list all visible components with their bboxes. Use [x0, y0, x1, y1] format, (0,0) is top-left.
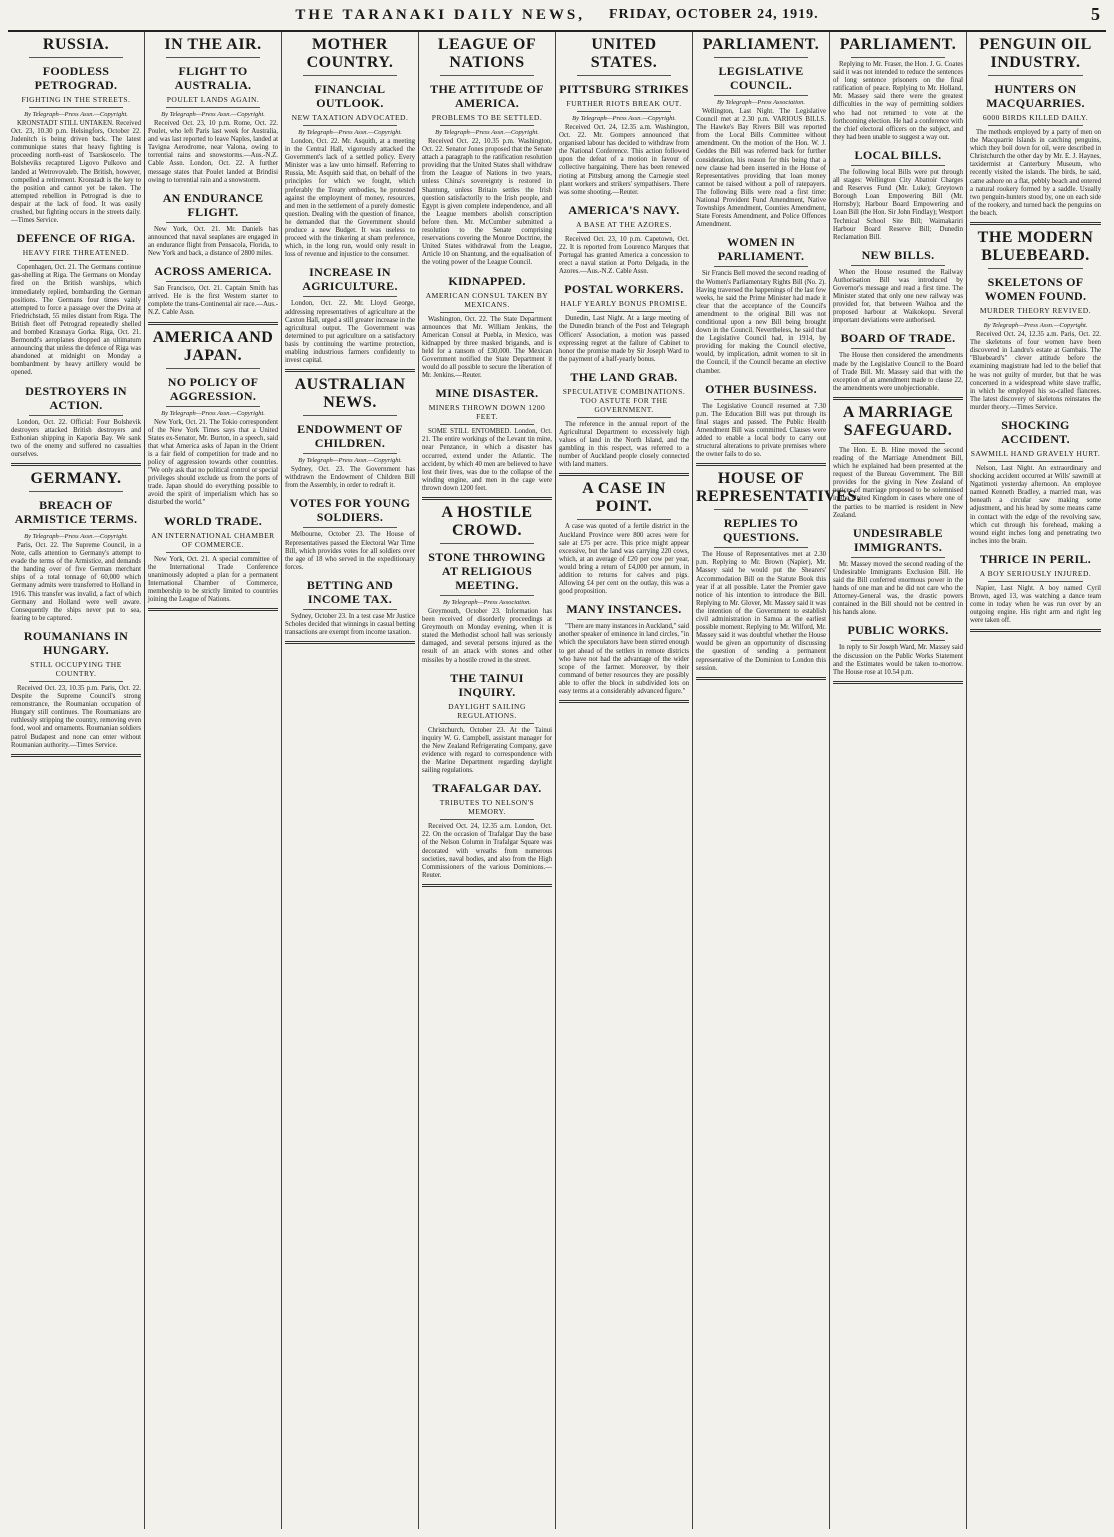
article-headline: BREACH OF ARMISTICE TERMS. — [14, 498, 138, 526]
divider — [851, 557, 945, 558]
article-subheadline: 6000 BIRDS KILLED DAILY. — [982, 113, 1089, 122]
divider — [988, 75, 1083, 76]
paper-title: THE TARANAKI DAILY NEWS, — [295, 6, 585, 23]
article-headline: INCREASE IN AGRICULTURE. — [302, 265, 398, 294]
section-divider — [559, 700, 689, 703]
article-byline: By Telegraph—Press Assn.—Copyright. — [983, 322, 1088, 330]
divider — [166, 107, 260, 108]
article-body: Dunedin, Last Night. At a large meeting of the Dunedin branch of the Post and Telegraph Officers' Association, a motion was passed expressing regret at the failure of Cabinet to honor the promise made by Sir Joseph Ward to the payment of a half-yearly bonus. — [559, 315, 689, 363]
section-divider — [285, 369, 415, 372]
divider — [714, 95, 808, 96]
article-headline: FOODLESS PETROGRAD. — [34, 64, 118, 92]
article-headline: MINE DISASTER. — [435, 386, 539, 401]
divider — [851, 443, 945, 444]
article-subheadline: HALF YEARLY BONUS PROMISE. — [560, 299, 688, 309]
article-body: London, Oct. 22. Mr. Lloyd George, addressing representatives of agriculture at the Caxton Hall, urged a still greater increase in the agricultural output. The Government was determined to put agriculture on a satisfactory basis by continuing the wartime protection, enabling industrious farmers confidently to invest capital. — [285, 300, 415, 365]
column-2 — [145, 32, 282, 1529]
article-headline: UNDESIRABLE IMMIGRANTS. — [853, 525, 943, 554]
article-body: London, Oct. 22. Mr. Asquith, at a meeting in the Central Hall, vigorously attacked the Government's lack of a settled policy. Every Minister was a law unto himself. Referring to Russia, Mr. Asquith said that, on behalf of the principles for which we fought, which preferably the Treaty embodies, he protested against the employment of money, resources, and men in the settlement of a purely domestic question. Dealing with the question of finance, he demanded that the Government should produce a new Budget. It was useless to proceed with the tinkering at sham preference, which, in the long run, would only result in loss of revenue and injustice to the consumer. — [285, 138, 415, 259]
divider — [577, 519, 671, 520]
article-body: New York, Oct. 21. A special committee of the International Trade Conference unanimously adopted a plan for a permanent International Chamber of Commerce, membership to be strictly limited to countries joining the League of Nations. — [148, 555, 278, 603]
article-headline: FLIGHT TO AUSTRALIA. — [174, 64, 252, 92]
divider — [851, 348, 945, 349]
article-body: Nelson, Last Night. An extraordinary and shocking accident occurred at Wills' sawmill at Ngatimoti yesterday afternoon. An employee named Kenneth Bradley, a married man, was beneath a circular saw making some adjustment, and his head by some means came in contact with the edge of the revolving saw, which cut through his forehead, making a wound eight inches long and penetrating two inches into the brain. — [970, 464, 1101, 545]
article-headline: SHOCKING ACCIDENT. — [1001, 417, 1070, 446]
article-headline: OTHER BUSINESS. — [705, 381, 817, 396]
divider — [303, 415, 397, 416]
article-body: A case was quoted of a fertile district in the Auckland Province were 800 acres were for sale at £75 per acre. This price might appear excessive, but the land was carrying 220 cows, which, at an average of £20 per cow per year, would bring a return of £4,000 per annum, in addition to returns for calves and pigs. Allowing £4 per cent on the outlay, this was a good proposition. — [559, 523, 689, 596]
article-headline: SKELETONS OF WOMEN FOUND. — [984, 275, 1087, 304]
article-headline: FINANCIAL OUTLOOK. — [314, 82, 386, 110]
divider — [440, 595, 534, 596]
article-body: Received Oct. 24, 12.35 a.m. London, Oct. 22. On the occasion of Trafalgar Day the base of the Nelson Column in Trafalgar Square was decorated with wreaths from numerous societies, naval bodies, and also from the High Commissioners of the various Dominions.—Reuter. — [422, 823, 552, 879]
article-body: "There are many instances in Auckland," said another speaker of eminence in land circles, "in which the speculators have been stirred enough to get ahead of the settlers in remote districts who have not had the advantage of the wider scope of the farmer. Moreover, by their command of better resources they are possibly able to offer the block in subdivided lots on easy terms at a considerably advanced figure." — [559, 623, 689, 696]
article-byline: By Telegraph—Press Assn.—Copyright. — [24, 111, 128, 118]
article-body: Sydney, October 23. In a test case Mr Justice Scholes decided that winnings in casual betting transactions are exempt from income taxation. — [285, 612, 415, 637]
article-subheadline: HEAVY FIRE THREATENED. — [22, 248, 130, 258]
article-body: Copenhagen, Oct. 21. The Germans continue gas-shelling at Riga. The Germans on Monday fired on the British warships, which immediately replied, bombarding the German positions. The Germans four times vainly attempted to force a passage over the Dvina at Friedrichstadt, 55 miles distant from Riga. The British fleet off Petrograd repeatedly shelled and bombed Krasnaya Gorka. Riga, Oct. 21. Bermondt's aeroplanes dropped an ultimatum announcing that unless the defence of Riga was abandoned at midnight on Monday a bombardment by heavy artillery would be opened. — [11, 264, 141, 377]
divider — [577, 232, 671, 233]
article-body: New York, Oct. 21. Mr. Daniels has announced that naval seaplanes are engaged in an endurance flight from Pensacola, Florida, to New York and back, a distance of 2800 miles. — [148, 225, 278, 258]
article-headline: AN ENDURANCE FLIGHT. — [162, 190, 264, 219]
article-body: Melbourne, October 23. The House of Representatives passed the Electoral War Time Bill, which provides votes for all soldiers over the age of 18 who served in the expeditionary forces. — [285, 531, 415, 571]
article-headline: KIDNAPPED. — [448, 273, 526, 288]
divider — [303, 453, 397, 454]
article-headline: POSTAL WORKERS. — [564, 282, 684, 297]
section-heading: AUSTRALIAN NEWS. — [294, 376, 406, 412]
article-headline: HUNTERS ON MACQUARRIES. — [986, 82, 1085, 110]
article-headline: LEGISLATIVE COUNCIL. — [718, 64, 804, 92]
divider — [714, 547, 808, 548]
divider — [29, 415, 123, 416]
divider — [29, 107, 123, 108]
column-1 — [8, 32, 145, 1529]
divider — [166, 368, 260, 369]
section-divider — [970, 629, 1101, 632]
section-divider — [11, 754, 141, 757]
article-subheadline: FURTHER RIOTS BREAK OUT. — [566, 99, 682, 108]
article-subheadline: NEW TAXATION ADVOCATED. — [291, 113, 409, 122]
article-subheadline: POULET LANDS AGAIN. — [166, 95, 260, 104]
divider — [714, 399, 808, 400]
article-headline: NO POLICY OF AGGRESSION. — [167, 374, 259, 403]
divider — [440, 424, 534, 425]
article-body: Received Oct. 23, 10 p.m. Rome, Oct. 22. Poulet, who left Paris last week for Australia, and was last reported to leave Naples, landed at Tavigna Aerodrome, near Valona, owing to torrential rains and snowstorms.—Aus.-N.Z. Cable Assn. London, Oct. 22. A further message states that Poulet landed at Brindisi owing to torrential rain and a snowstorm. — [148, 120, 278, 184]
divider — [851, 165, 945, 166]
divider — [29, 57, 123, 58]
article-body: New York, Oct. 21. The Tokio correspondent of the New York Times says that a United States ex-Senator, Mr. Burton, in a speech, said that what America asks of Japan in the Orient is a fair field of competition for trade and no policy of aggression towards other countries. "We only ask that no political control or special privileges should exclude us from the ports of trade. Japan should do everything possible to avoid the spirit of imperialism which has so disturbed the world." — [148, 418, 278, 507]
article-headline: PUBLIC WORKS. — [847, 623, 949, 638]
divider — [988, 318, 1083, 319]
divider — [851, 57, 945, 58]
masthead — [8, 0, 1106, 32]
columns — [8, 32, 1106, 1529]
divider — [988, 125, 1083, 126]
article-headline: TRAFALGAR DAY. — [432, 781, 542, 796]
divider — [440, 125, 534, 126]
divider — [29, 491, 123, 492]
section-divider — [970, 222, 1101, 225]
column-4 — [419, 32, 556, 1529]
section-heading: UNITED STATES. — [590, 36, 658, 71]
section-heading: HOUSE OF REPRESENTATIVES. — [696, 470, 862, 506]
article-headline: AMERICA'S NAVY. — [568, 202, 680, 217]
article-headline: WORLD TRADE. — [163, 513, 263, 528]
article-subheadline: STILL OCCUPYING THE COUNTRY. — [30, 659, 122, 678]
article-subheadline: MINERS THROWN DOWN 1200 FEET. — [428, 403, 546, 422]
article-body: San Francisco, Oct. 21. Captain Smith has arrived. He is the first Western starter to complete the trans-Continental air race.—Aus.-N.Z. Cable Assn. — [148, 285, 278, 317]
column-7 — [830, 32, 967, 1529]
section-heading: A CASE IN POINT. — [582, 480, 666, 516]
divider — [988, 581, 1083, 582]
article-headline: DESTROYERS IN ACTION. — [25, 383, 127, 412]
article-headline: LOCAL BILLS. — [854, 147, 942, 162]
article-subheadline: AMERICAN CONSUL TAKEN BY MEXICANS. — [425, 290, 549, 309]
divider — [714, 509, 808, 510]
section-divider — [148, 322, 278, 325]
divider — [714, 57, 808, 58]
divider — [166, 281, 260, 282]
section-heading: IN THE AIR. — [164, 36, 262, 53]
article-body: Greymouth, October 23. Information has been received of disorderly proceedings at Greymouth on Monday evening, when it is stated the Methodist school hall was seriously damaged, and several persons injured as the result of an attack with stones and other missiles by a hostile crowd in the street. — [422, 608, 552, 664]
article-subheadline: A BASE AT THE AZORES. — [576, 219, 672, 229]
article-byline: By Telegraph—Press Assn.—Copyright. — [24, 533, 128, 540]
divider — [577, 619, 671, 620]
article-body: Wellington, Last Night. The Legislative Council met at 2.30 p.m. VARIOUS BILLS. The Hawke's Bay Rivers Bill was reported from the Local Bills Committee without amendment. On the motion of the Hon. W. J. Geddes the Bill was referred back for further consideration, his reason for this being that a new clause had been inserted in the House of Representatives providing that loan money cannot be raised without a poll of ratepayers. The following Bills were read a first time: National Provident Fund Amendment, Native Townships Amendment, Counties Amendment, State Forests Amendment, and Police Offences Amendment. — [696, 108, 826, 229]
article-byline: By Telegraph—Press Assn.—Copyright. — [572, 115, 676, 122]
article-byline: By Telegraph—Press Assn.—Copyright. — [298, 457, 402, 465]
column-3 — [282, 32, 419, 1529]
article-body: Received Oct. 24, 12.35 a.m. Paris, Oct. 22. The skeletons of four women have been discovered in Landru's estate at Gambais. The "Bluebeard's" clever attitude before the examining magistrate had led to the belief that he was not guilty of murder, but that he was concerned in a widespread white slave traffic, in which he employed his so-called fiancees. The latest discovery of skeletons reinstates the murder theory.—Times Service. — [970, 331, 1101, 411]
article-body: London, Oct. 22. Official: Four Bolshevik destroyers attacked British destroyers and Esthonian shipping in Kaporia Bay. We sank two of the enemy and suffered no casualties ourselves. — [11, 418, 141, 458]
article-headline: THRICE IN PERIL. — [979, 551, 1092, 566]
divider — [29, 529, 123, 530]
divider — [714, 266, 808, 267]
article-body: The Hon. E. B. Hine moved the second reading of the Marriage Amendment Bill, which he explained had been presented at the request of the Bureau Government. The Bill provides for the giving in New Zealand of notices of marriage proposed to be solemnised in the United Kingdom in cases where one of the parties to be married is resident in New Zealand. — [833, 446, 963, 519]
section-heading: MOTHER COUNTRY. — [306, 36, 394, 71]
article-subheadline: MURDER THEORY REVIVED. — [979, 306, 1092, 316]
section-divider — [422, 497, 552, 500]
column-6 — [693, 32, 862, 1529]
article-body: Received Oct. 23, 10 p.m. Capetown, Oct. 22. It is reported from Lourenco Marques that Portugal has granted America a concession to erect a naval station at Porto Delgada, in the Azores.—Aus.-N.Z. Cable Assn. — [559, 235, 689, 276]
article-headline: VOTES FOR YOUNG SOLDIERS. — [289, 496, 411, 525]
article-byline: By Telegraph—Press Assn.—Copyright. — [161, 409, 265, 417]
article-byline: By Telegraph—Press Assn.—Copyright. — [435, 129, 539, 136]
divider — [440, 723, 534, 724]
article-headline: NEW BILLS. — [861, 247, 935, 262]
column-5 — [556, 32, 693, 1529]
divider — [166, 406, 260, 407]
divider — [303, 609, 397, 610]
article-subheadline: FIGHTING IN THE STREETS. — [21, 95, 131, 104]
article-body: The methods employed by a party of men on the Macquarrie Islands in catching penguins, which they boil down for oil, were described in Christchurch the other day by Mr. E. J. Haynes, taxidermist at Canterbury Museum, who recently visited the islands. The birds, he said, came ashore on a flat, pebbly beach and entered a natural rookery formed by a saddle. Usually two penguin-hunters stood by, one on each side of the rookery, and turned back the penguins on the beach. — [970, 129, 1101, 217]
divider — [166, 222, 260, 223]
section-divider — [11, 463, 141, 466]
article-headline: PITTSBURG STRIKES — [559, 82, 689, 96]
article-body: In reply to Sir Joseph Ward, Mr. Massey said the discussion on the Public Works Statement and the Estimates would be taken to-morrow. The House rose at 10.54 p.m. — [833, 644, 963, 676]
article-body: SOME STILL ENTOMBED. London, Oct. 21. The entire workings of the Levant tin mine, near Penzance, in which a disaster has occurred, extend under the Atlantic. The accident, by which 40 men are believed to have lost their lives, was due to the collapse of the winding engine, and men in the cage were thrown down 1200 feet. — [422, 428, 552, 492]
divider — [440, 75, 534, 76]
section-heading: LEAGUE OF NATIONS — [437, 36, 537, 71]
section-heading: A MARRIAGE SAFEGUARD. — [842, 403, 954, 439]
divider — [303, 125, 397, 126]
article-body: Washington, Oct. 22. The State Department announces that Mr. William Jenkins, the American Consul at Puebla, in Mexico, was kidnapped by three masked brigands, and is held for a ransom of £30,000. The Mexican Government notified the State Department it would do all possible to secure the liberation of Mr. Jenkins.—Reuter. — [422, 315, 552, 380]
section-heading: GERMANY. — [30, 470, 122, 487]
section-divider — [559, 473, 689, 476]
article-subheadline: PROBLEMS TO BE SETTLED. — [431, 113, 543, 122]
article-body: The House then considered the amendments made by the Legislative Council to the Board of Trade Bill. Mr. Massey said that with the exception of an amendment made to clause 22, the amendments were unobjectionable. — [833, 352, 963, 392]
divider — [988, 461, 1083, 462]
article-body: Paris, Oct. 22. The Supreme Council, in a Note, calls attention to Germany's attempt to evade the terms of the Armistice, and demands the handing over of five German merchant ships of a total tonnage of 60,000 which Germany admits were transferred to Holland in 1916. This transfer was invalid, a fact of which Germany and Holland were well aware. Consequently the ships never put to sea, fearing to be captured. — [11, 542, 141, 622]
divider — [166, 552, 260, 553]
article-headline: BETTING AND INCOME TAX. — [306, 577, 394, 606]
article-body: Napier, Last Night. A boy named Cyril Brown, aged 13, was watching a dance team come in today when he was run over by an outgoing engine. His right arm and right leg were taken off. — [970, 584, 1101, 625]
article-body: Christchurch, October 23. At the Tainui inquiry W. G. Campbell, assistant manager for the New Zealand Refrigerating Company, gave evidence with regard to correspondence with the Marine Department regarding daylight sailing regulations. — [422, 726, 552, 775]
page-number: 5 — [1091, 4, 1100, 24]
article-body: When the House resumed the Railway Authorisation Bill was introduced by Governor's message and read a first time. The Minister stated that only one new railway was provided for, that between Waihoa and the proposed harbour at Waikokopu. Several important deviations were authorised. — [833, 268, 963, 325]
article-byline: By Telegraph—Press Assn.—Copyright. — [161, 111, 265, 118]
article-body: The reference in the annual report of the Agricultural Department to excessively high values of land in the North Island, and the gambling in this respect, was referred to a number of Auckland people closely connected with land matters. — [559, 420, 689, 469]
article-byline: By Telegraph—Press Assn.—Copyright. — [298, 129, 402, 136]
section-divider — [696, 677, 826, 680]
article-headline: BOARD OF TRADE. — [840, 331, 956, 346]
section-heading: PARLIAMENT. — [702, 36, 820, 53]
article-headline: ENDOWMENT OF CHILDREN. — [297, 422, 403, 451]
article-body: Mr. Massey moved the second reading of the Undesirable Immigrants Exclusion Bill. He said the Bill conferred enormous power in the hands of one man and he did not care who the Attorney-General was, the drastic powers contained in the Bill should not be centred in his hands alone. — [833, 560, 963, 617]
section-divider — [148, 608, 278, 611]
article-body: The following local Bills were put through all stages: Wellington City Abattoir Charges and Reserves Fund (Mr. Luke); Greytown Borough Loan Empowering Bill (Mr. Hornsby); Harbour Board Empowering and Loan Bill (the Hon. Sir John Findlay); Westport Technical School Site Bill; Waimakariri Harbour Board Reserve Bill; Dunedin Reclamation Bill. — [833, 168, 963, 241]
divider — [577, 111, 671, 112]
article-headline: ROUMANIANS IN HUNGARY. — [23, 628, 129, 657]
article-body: Sir Francis Bell moved the second reading of the Women's Parliamentary Rights Bill (No. 2). Having traversed the happenings of the last few weeks, he said the Prime Minister had made it clear that the acceptance of the Council's amendment to the original Bill was not conditional upon a new Bill being brought down in the Council. Nevertheless, he said that the Legislative Council had, in 1914, by providing for making the Council elective, would, by implication, admit women to sit in the Council, if the Council became an elective chamber. — [696, 270, 826, 375]
article-headline: THE TAINUI INQUIRY. — [450, 670, 524, 699]
divider — [577, 75, 671, 76]
article-body: The House of Representatives met at 2.30 p.m. Replying to Mr. Brown (Napier), Mr. Massey said he would put the Shearers' Accommodation Bill on the Statute Book this year if at all possible. Later the Premier gave notice of his intention to introduce the Bill. Replying to Mr. Glover, Mr. Massey said it was the intention of the Government to establish civil administration in Samoa at the earliest possible moment. Replying to Mr. Wilford, Mr. Massey said it was doubtful whether the House would be given an opportunity of discussing the question of sending a permanent representative of the Dominion to London this session. — [696, 551, 826, 672]
section-divider — [833, 397, 963, 400]
article-body: Received Oct. 22, 10.35 p.m. Washington, Oct. 22. Senator Jones proposed that the Senate attach a paragraph to the ratification resolution providing that the United States shall withdraw from the League of Nations in two years, unless China's sovereignty is restored in Shantung, unless Britain settles the Irish question satisfactorily to the Irish people, and Egypt is given complete independence, and all the League members abolish conscription before then. Mr. McCumber submitted a resolution to the Senate comprising reservations covering the Monroe Doctrine, the United States withdrawal from the League, Article 10 on Shantung, and the equalisation of the voting power of the League Council. — [422, 138, 552, 267]
section-heading: THE MODERN BLUEBEARD. — [977, 229, 1094, 265]
divider — [851, 640, 945, 641]
column-8 — [967, 32, 1104, 1529]
divider — [166, 57, 260, 58]
article-body: Received Oct. 23, 10.35 p.m. Paris, Oct. 22. Despite the Supreme Council's strong remonstrance, the Roumanian occupation of Hungary still continues. The Roumanians are ruthlessly stripping the country, removing even food, wool and ornaments. Roumanian soldiers patrol Budapest and none can enter without Roumanian authority.—Times Service. — [11, 684, 141, 749]
article-subheadline: SPECULATIVE COMBINATIONS. TOO ASTUTE FOR THE GOVERNMENT. — [562, 386, 686, 414]
section-divider — [285, 641, 415, 644]
article-body: The Legislative Council resumed at 7.30 p.m. The Education Bill was put through its final stages and passed. The Public Health Amendment Bill was committed. Clauses were added to enable a local body to carry out structural alterations to private premises where the owner fails to do so. — [696, 402, 826, 459]
divider — [851, 265, 945, 266]
article-subheadline: AN INTERNATIONAL CHAMBER OF COMMERCE. — [151, 530, 275, 549]
section-heading: RUSSIA. — [42, 36, 110, 53]
article-body: Replying to Mr. Fraser, the Hon. J. G. Coates said it was not intended to reduce the sentences of long sentence prisoners on the final ratification of peace. Replying to Mr. Holland, Mr. Massey said there were the greatest difficulties in the way of permitting soldiers who had not returned to vote at the forthcoming election. He had a conference with the chief electoral officers on the subject, and they had been unable to suggest a way out. — [833, 61, 963, 141]
divider — [577, 417, 671, 418]
article-headline: DEFENCE OF RIGA. — [16, 231, 136, 246]
divider — [440, 312, 534, 313]
section-heading: PARLIAMENT. — [839, 36, 957, 53]
divider — [29, 260, 123, 261]
divider — [577, 311, 671, 312]
divider — [440, 819, 534, 820]
section-heading: AMERICA AND JAPAN. — [152, 328, 274, 364]
divider — [303, 75, 397, 76]
divider — [303, 527, 397, 528]
article-subheadline: DAYLIGHT SAILING REGULATIONS. — [448, 701, 526, 720]
divider — [303, 296, 397, 297]
section-divider — [833, 681, 963, 684]
article-body: KRONSTADT STILL UNTAKEN. Received Oct. 23, 10.30 p.m. Helsingfors, October 22. Judenitch is being driven back. The latest communique states that heavy fighting is proceeding north-east of Tsarskoscelo. The Bolsheviks recaptured Ligovo Pulkovo and landed at Wetrovovaleb. The British, however, compelled a retirement. Kronstadt is the key to the position and cannot yet be taken. The attempted rebellion in Petrograd is due to despair at the lack of food. It was easily crushed, but fighting occurs in the streets daily.—Times Service. — [11, 120, 141, 225]
article-subheadline: TRIBUTES TO NELSON'S MEMORY. — [439, 798, 535, 817]
article-headline: THE LAND GRAB. — [570, 369, 678, 384]
divider — [29, 681, 123, 682]
article-headline: STONE THROWING AT RELIGIOUS MEETING. — [428, 550, 546, 592]
article-byline: By Telegraph—Press Association. — [716, 99, 806, 106]
section-divider — [422, 884, 552, 887]
section-heading: A HOSTILE CROWD. — [441, 504, 533, 539]
article-subheadline: A BOY SERIOUSLY INJURED. — [979, 568, 1092, 578]
article-headline: THE ATTITUDE OF AMERICA. — [430, 82, 544, 110]
section-heading: PENGUIN OIL INDUSTRY. — [979, 36, 1092, 71]
article-body: Received Oct. 24, 12.35 a.m. Washington, Oct. 22. Mr. Gompers announced that organised labour has decided to withdraw from the National Conference. This action followed upon the defeat of a motion in favour of collective bargaining. There has been renewed rioting at Pittsburg among the Carnegie steel plant workers and strikers' sympathisers. There was some shooting.—Reuter. — [559, 124, 689, 196]
article-headline: ACROSS AMERICA. — [154, 264, 272, 279]
section-divider — [696, 463, 826, 466]
issue-date: FRIDAY, OCTOBER 24, 1919. — [608, 7, 819, 22]
article-subheadline: SAWMILL HAND GRAVELY HURT. — [970, 448, 1101, 458]
article-headline: REPLIES TO QUESTIONS. — [722, 516, 800, 545]
article-headline: WOMEN IN PARLIAMENT. — [717, 235, 805, 264]
divider — [440, 543, 534, 544]
article-body: Sydney, Oct. 23. The Government has withdrawn the Endowment of Children Bill from the Assembly, in order to redraft it. — [285, 466, 415, 490]
article-headline: MANY INSTANCES. — [566, 602, 682, 617]
article-byline: By Telegraph—Press Association. — [442, 599, 532, 606]
divider — [988, 268, 1083, 269]
